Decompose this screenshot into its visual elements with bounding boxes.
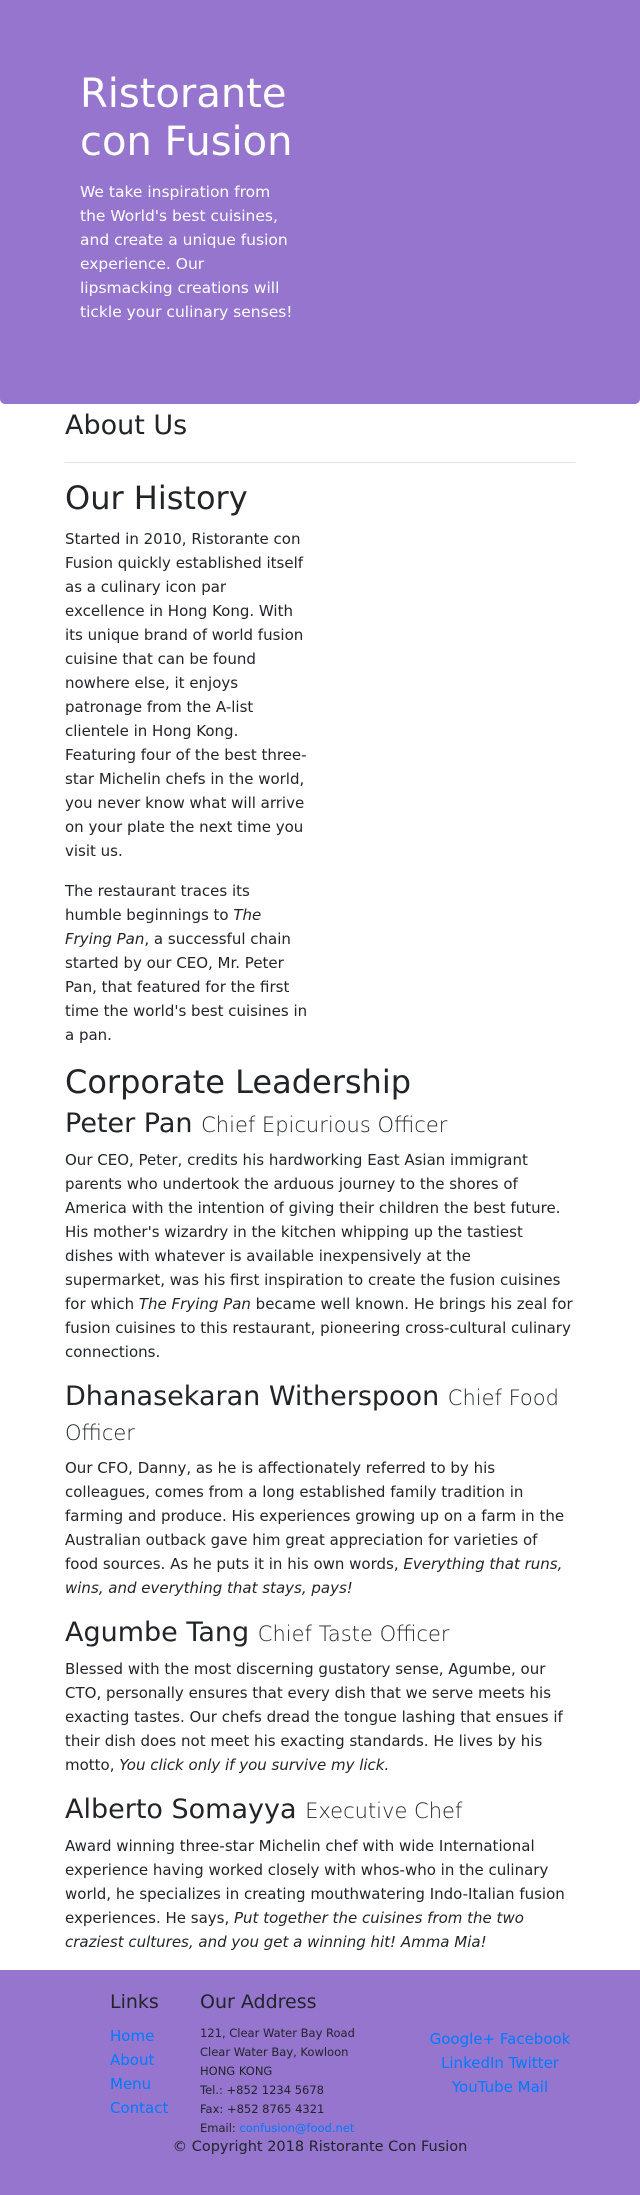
copyright: © Copyright 2018 Ristorante Con Fusion: [172, 2139, 468, 2155]
mail-link[interactable]: Mail: [517, 2078, 549, 2096]
leader-item: [65, 1107, 575, 1364]
footer-address: [200, 1990, 355, 2138]
address-block: [200, 2024, 355, 2138]
leader-description: Our CEO, Peter, credits his hardworking East Asian immigrant parents who undertook the arduous journey to the shores of America with the intention of giving their children the best future. His mother's wizardry in the kitchen whipping up the tastiest dishes with whatever is available inexpensively at the supermarket, was his first inspiration to create the fusion cuisines for which The Frying Pan became well known. He brings his zeal for fusion cuisines to this restaurant, pioneering cross-cultural culinary connections.: [65, 1151, 573, 1361]
social-row: [420, 2075, 580, 2099]
restaurant-tagline: We take inspiration from the World's best cuisines, and create a unique fusion experience. Our lipsmacking creations will tickle your culinary senses!: [80, 183, 293, 321]
address-line: Clear Water Bay, Kowloon: [200, 2045, 349, 2059]
page-title: About Us: [65, 410, 188, 441]
leader-description: Our CFO, Danny, as he is affectionately referred to by his colleagues, comes from a long established family tradition in farming and produce. His experiences growing up on a farm in the Australian outback gave him great appreciation for varieties of food sources. As he puts it in his own words, Everything that runs, wins, and everything that stays, pays!: [65, 1459, 565, 1597]
google-plus-link[interactable]: Google+: [429, 2030, 496, 2048]
main-content: [0, 408, 640, 1954]
address-line: 121, Clear Water Bay Road: [200, 2026, 355, 2040]
twitter-link[interactable]: Twitter: [508, 2054, 559, 2072]
footer-links-list: [110, 2024, 168, 2120]
leader-description: Award winning three-star Michelin chef with wide International experience having worked closely with whos-who in the culinary world, he specializes in creating mouthwatering Indo-Italian fusion experiences. He says, Put together the cuisines from the two craziest cultures, and you get a winning hit! Amma Mia!: [65, 1837, 565, 1951]
leader-heading: [65, 1380, 575, 1450]
leader-role: Executive Chef: [305, 1799, 463, 1823]
footer-links: [110, 1990, 168, 2120]
leader-name: Dhanasekaran Witherspoon: [65, 1381, 440, 1412]
leader-description: Blessed with the most discerning gustatory sense, Agumbe, our CTO, personally ensures that every dish that we serve meets his exacting tastes. Our chefs dread the tongue lashing that ensues if their dish does not meet his exacting standards. He lives by his motto, You click only if you survive my lick.: [65, 1660, 563, 1774]
leader-role: Chief Epicurious Officer: [201, 1113, 448, 1137]
leader-name: Peter Pan: [65, 1108, 193, 1139]
leader-heading: [65, 1616, 575, 1651]
leader-name: Agumbe Tang: [65, 1617, 250, 1648]
footer-address-title: Our Address: [200, 1991, 317, 2013]
divider: [65, 462, 575, 463]
history-paragraph-1: Started in 2010, Ristorante con Fusion quickly established itself as a culinary icon par excellence in Hong Kong. With its unique brand of world fusion cuisine that can be found nowhere else, it enjoys patronage from the A-list clientele in Hong Kong. Featuring four of the best three-star Michelin chefs in the world, you never know what will arrive on your plate the next time you visit us.: [65, 530, 307, 860]
leader-heading: [65, 1107, 575, 1142]
leader-item: [65, 1793, 575, 1954]
youtube-link[interactable]: YouTube: [451, 2078, 513, 2096]
facebook-link[interactable]: Facebook: [499, 2030, 571, 2048]
phone-line: Tel.: +852 1234 5678: [200, 2083, 324, 2097]
footer-links-title: Links: [110, 1991, 159, 2013]
history-paragraph-2: The restaurant traces its humble beginnings to The Frying Pan, a successful chain started by our CEO, Mr. Peter Pan, that featured for the first time the world's best cuisines in a pan.: [65, 882, 308, 1044]
leader-name: Alberto Somayya: [65, 1794, 297, 1825]
footer-link-home[interactable]: Home: [110, 2027, 155, 2045]
frying-pan-emphasis: The Frying Pan: [65, 906, 262, 948]
leader-heading: [65, 1793, 575, 1828]
leader-role: Chief Taste Officer: [257, 1622, 450, 1646]
email-line: Email: confusion@food.net: [200, 2121, 355, 2135]
footer-link-contact[interactable]: Contact: [110, 2099, 169, 2117]
jumbotron: [0, 0, 640, 404]
restaurant-title: Ristorante con Fusion: [80, 71, 293, 165]
footer: [0, 1970, 640, 2195]
fax-line: Fax: +852 8765 4321: [200, 2102, 325, 2116]
leader-item: [65, 1380, 575, 1600]
leadership-title: Corporate Leadership: [65, 1063, 412, 1101]
history-section: [65, 479, 575, 1047]
footer-link-about[interactable]: About: [110, 2051, 155, 2069]
leader-role: Chief Food Officer: [65, 1386, 559, 1445]
footer-social: [420, 2027, 580, 2099]
social-row: [420, 2051, 580, 2075]
leader-item: [65, 1616, 575, 1777]
address-line: HONG KONG: [200, 2064, 273, 2078]
email-link[interactable]: confusion@food.net: [239, 2121, 355, 2135]
social-row: [420, 2027, 580, 2051]
linkedin-link[interactable]: LinkedIn: [441, 2054, 504, 2072]
footer-link-menu[interactable]: Menu: [110, 2075, 152, 2093]
history-title: Our History: [65, 479, 248, 517]
